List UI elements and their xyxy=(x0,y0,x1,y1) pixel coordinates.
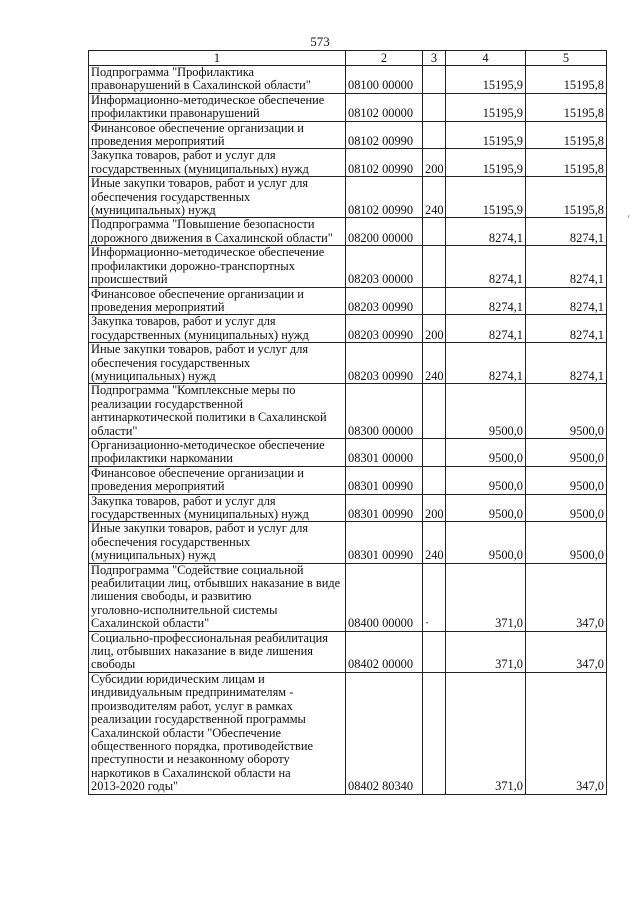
amount-col5: 9500,0 xyxy=(526,522,607,563)
expense-type xyxy=(423,384,446,439)
amount-col4: 371,0 xyxy=(446,563,526,631)
table-row xyxy=(89,631,607,672)
target-code: 08102 00990 xyxy=(346,121,423,149)
expense-type xyxy=(423,631,446,672)
item-name: Закупка товаров, работ и услуг для государственных (муниципальных) нужд xyxy=(89,149,346,177)
target-code: 08203 00990 xyxy=(346,315,423,343)
amount-col4: 8274,1 xyxy=(446,246,526,287)
item-name: Информационно-методическое обеспечение профилактики дорожно-транспортных происшествий xyxy=(89,246,346,287)
expense-type xyxy=(423,438,446,466)
table-row xyxy=(89,93,607,121)
amount-col4: 8274,1 xyxy=(446,315,526,343)
margin-mark: ' xyxy=(628,214,630,224)
amount-col5: 15195,8 xyxy=(526,177,607,218)
amount-col5: 9500,0 xyxy=(526,466,607,494)
target-code: 08102 00990 xyxy=(346,177,423,218)
column-header: 3 xyxy=(423,51,446,66)
item-name: Организационно-методическое обеспечение профилактики наркомании xyxy=(89,438,346,466)
table-row xyxy=(89,315,607,343)
amount-col4: 9500,0 xyxy=(446,438,526,466)
table-row xyxy=(89,121,607,149)
column-header: 1 xyxy=(89,51,346,66)
amount-col4: 8274,1 xyxy=(446,287,526,315)
target-code: 08301 00990 xyxy=(346,466,423,494)
table-row xyxy=(89,287,607,315)
target-code: 08102 00000 xyxy=(346,93,423,121)
expense-type xyxy=(423,218,446,246)
table-row xyxy=(89,343,607,384)
amount-col5: 15195,8 xyxy=(526,149,607,177)
amount-col5: 8274,1 xyxy=(526,343,607,384)
amount-col4: 15195,9 xyxy=(446,93,526,121)
expense-type: 200 xyxy=(423,494,446,522)
expense-type xyxy=(423,672,446,794)
target-code: 08203 00000 xyxy=(346,246,423,287)
amount-col5: 9500,0 xyxy=(526,494,607,522)
target-code: 08402 80340 xyxy=(346,672,423,794)
amount-col5: 15195,8 xyxy=(526,66,607,94)
target-code: 08301 00000 xyxy=(346,438,423,466)
amount-col5: 15195,8 xyxy=(526,93,607,121)
expense-type: 200 xyxy=(423,315,446,343)
item-name: Финансовое обеспечение организации и проведения мероприятий xyxy=(89,287,346,315)
expense-type: 240 xyxy=(423,177,446,218)
page-number: 573 xyxy=(310,34,330,49)
table-row xyxy=(89,66,607,94)
amount-col4: 15195,9 xyxy=(446,177,526,218)
table-row xyxy=(89,563,607,631)
table-row xyxy=(89,672,607,794)
amount-col4: 9500,0 xyxy=(446,494,526,522)
expense-type xyxy=(423,466,446,494)
target-code: 08300 00000 xyxy=(346,384,423,439)
amount-col4: 15195,9 xyxy=(446,149,526,177)
expense-type xyxy=(423,93,446,121)
column-header: 5 xyxy=(526,51,607,66)
amount-col4: 9500,0 xyxy=(446,384,526,439)
header-row xyxy=(89,51,607,66)
amount-col4: 371,0 xyxy=(446,631,526,672)
table-row xyxy=(89,384,607,439)
amount-col5: 8274,1 xyxy=(526,287,607,315)
expense-type: 240 xyxy=(423,343,446,384)
amount-col5: 9500,0 xyxy=(526,438,607,466)
table-row xyxy=(89,522,607,563)
target-code: 08203 00990 xyxy=(346,287,423,315)
amount-col4: 371,0 xyxy=(446,672,526,794)
item-name: Субсидии юридическим лицам и индивидуальным предпринимателям - производителям работ, услуг в рамках реализации государственной программы Сахалинской области "Обеспечение общественного порядка, противодействие преступности и незаконному обороту наркотиков в Сахалинской области на 2013-2020 годы" xyxy=(89,672,346,794)
target-code: 08200 00000 xyxy=(346,218,423,246)
table-row xyxy=(89,218,607,246)
item-name: Подпрограмма "Содействие социальной реабилитации лиц, отбывших наказание в виде лишения свободы, и развитию уголовно-исполнительной системы Сахалинской области" xyxy=(89,563,346,631)
expense-type xyxy=(423,121,446,149)
target-code: 08402 00000 xyxy=(346,631,423,672)
target-code: 08301 00990 xyxy=(346,522,423,563)
amount-col5: 8274,1 xyxy=(526,218,607,246)
table-row xyxy=(89,494,607,522)
table-row xyxy=(89,149,607,177)
amount-col4: 15195,9 xyxy=(446,121,526,149)
expense-type xyxy=(423,66,446,94)
amount-col5: 15195,8 xyxy=(526,121,607,149)
target-code: 08102 00990 xyxy=(346,149,423,177)
amount-col4: 9500,0 xyxy=(446,466,526,494)
item-name: Информационно-методическое обеспечение профилактики правонарушений xyxy=(89,93,346,121)
expense-type xyxy=(423,287,446,315)
item-name: Закупка товаров, работ и услуг для государственных (муниципальных) нужд xyxy=(89,315,346,343)
amount-col4: 8274,1 xyxy=(446,343,526,384)
target-code: 08203 00990 xyxy=(346,343,423,384)
target-code: 08100 00000 xyxy=(346,66,423,94)
table-row xyxy=(89,246,607,287)
item-name: Иные закупки товаров, работ и услуг для обеспечения государственных (муниципальных) нужд xyxy=(89,522,346,563)
item-name: Финансовое обеспечение организации и проведения мероприятий xyxy=(89,466,346,494)
item-name: Иные закупки товаров, работ и услуг для обеспечения государственных (муниципальных) нужд xyxy=(89,343,346,384)
target-code: 08301 00990 xyxy=(346,494,423,522)
column-header: 4 xyxy=(446,51,526,66)
amount-col4: 8274,1 xyxy=(446,218,526,246)
table-row xyxy=(89,177,607,218)
item-name: Финансовое обеспечение организации и проведения мероприятий xyxy=(89,121,346,149)
expense-type: · xyxy=(423,563,446,631)
item-name: Иные закупки товаров, работ и услуг для обеспечения государственных (муниципальных) нужд xyxy=(89,177,346,218)
amount-col5: 347,0 xyxy=(526,631,607,672)
expense-type xyxy=(423,246,446,287)
target-code: 08400 00000 xyxy=(346,563,423,631)
column-header: 2 xyxy=(346,51,423,66)
table-row xyxy=(89,466,607,494)
item-name: Закупка товаров, работ и услуг для государственных (муниципальных) нужд xyxy=(89,494,346,522)
amount-col5: 347,0 xyxy=(526,672,607,794)
table-row xyxy=(89,438,607,466)
amount-col5: 347,0 xyxy=(526,563,607,631)
amount-col4: 9500,0 xyxy=(446,522,526,563)
amount-col5: 9500,0 xyxy=(526,384,607,439)
amount-col5: 8274,1 xyxy=(526,246,607,287)
expense-type: 200 xyxy=(423,149,446,177)
item-name: Подпрограмма "Комплексные меры по реализации государственной антинаркотической политики в Сахалинской области" xyxy=(89,384,346,439)
item-name: Подпрограмма "Повышение безопасности дорожного движения в Сахалинской области" xyxy=(89,218,346,246)
item-name: Социально-профессиональная реабилитация лиц, отбывших наказание в виде лишения свободы xyxy=(89,631,346,672)
budget-table xyxy=(88,50,607,795)
amount-col5: 8274,1 xyxy=(526,315,607,343)
amount-col4: 15195,9 xyxy=(446,66,526,94)
item-name: Подпрограмма "Профилактика правонарушений в Сахалинской области" xyxy=(89,66,346,94)
expense-type: 240 xyxy=(423,522,446,563)
